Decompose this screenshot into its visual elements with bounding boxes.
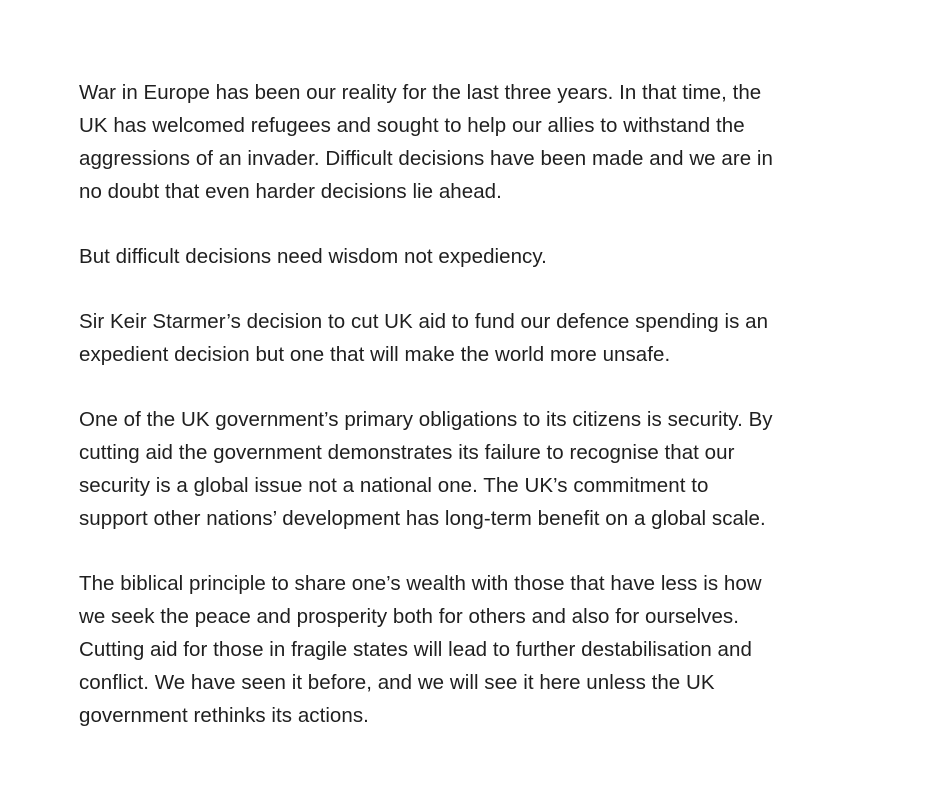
paragraph-line: But difficult decisions need wisdom not expediency. (79, 245, 547, 268)
paragraph-line: conflict. We have seen it before, and we will see it here unless the UK (79, 671, 715, 694)
paragraph-line: One of the UK government’s primary obligations to its citizens is security. By (79, 408, 773, 431)
paragraph-line: War in Europe has been our reality for the last three years. In that time, the (79, 81, 762, 104)
paragraph-wisdom (79, 240, 879, 273)
paragraph-line: expedient decision but one that will make the world more unsafe. (79, 343, 671, 366)
paragraph-line: government rethinks its actions. (79, 704, 369, 727)
paragraph-starmer-decision (79, 305, 879, 371)
paragraph-war-in-europe (79, 76, 879, 208)
paragraph-line: security is a global issue not a national one. The UK’s commitment to (79, 474, 709, 497)
paragraph-line: UK has welcomed refugees and sought to help our allies to withstand the (79, 114, 745, 137)
paragraph-line: cutting aid the government demonstrates its failure to recognise that our (79, 441, 735, 464)
paragraph-line: The biblical principle to share one’s wealth with those that have less is how (79, 572, 762, 595)
paragraph-line: we seek the peace and prosperity both for others and also for ourselves. (79, 605, 739, 628)
paragraph-line: no doubt that even harder decisions lie ahead. (79, 180, 502, 203)
article-body (79, 76, 879, 732)
paragraph-line: Cutting aid for those in fragile states will lead to further destabilisation and (79, 638, 752, 661)
paragraph-line: Sir Keir Starmer’s decision to cut UK aid to fund our defence spending is an (79, 310, 769, 333)
paragraph-biblical-principle (79, 567, 879, 732)
paragraph-line: support other nations’ development has long-term benefit on a global scale. (79, 507, 766, 530)
paragraph-line: aggressions of an invader. Difficult decisions have been made and we are in (79, 147, 773, 170)
paragraph-security (79, 403, 879, 535)
